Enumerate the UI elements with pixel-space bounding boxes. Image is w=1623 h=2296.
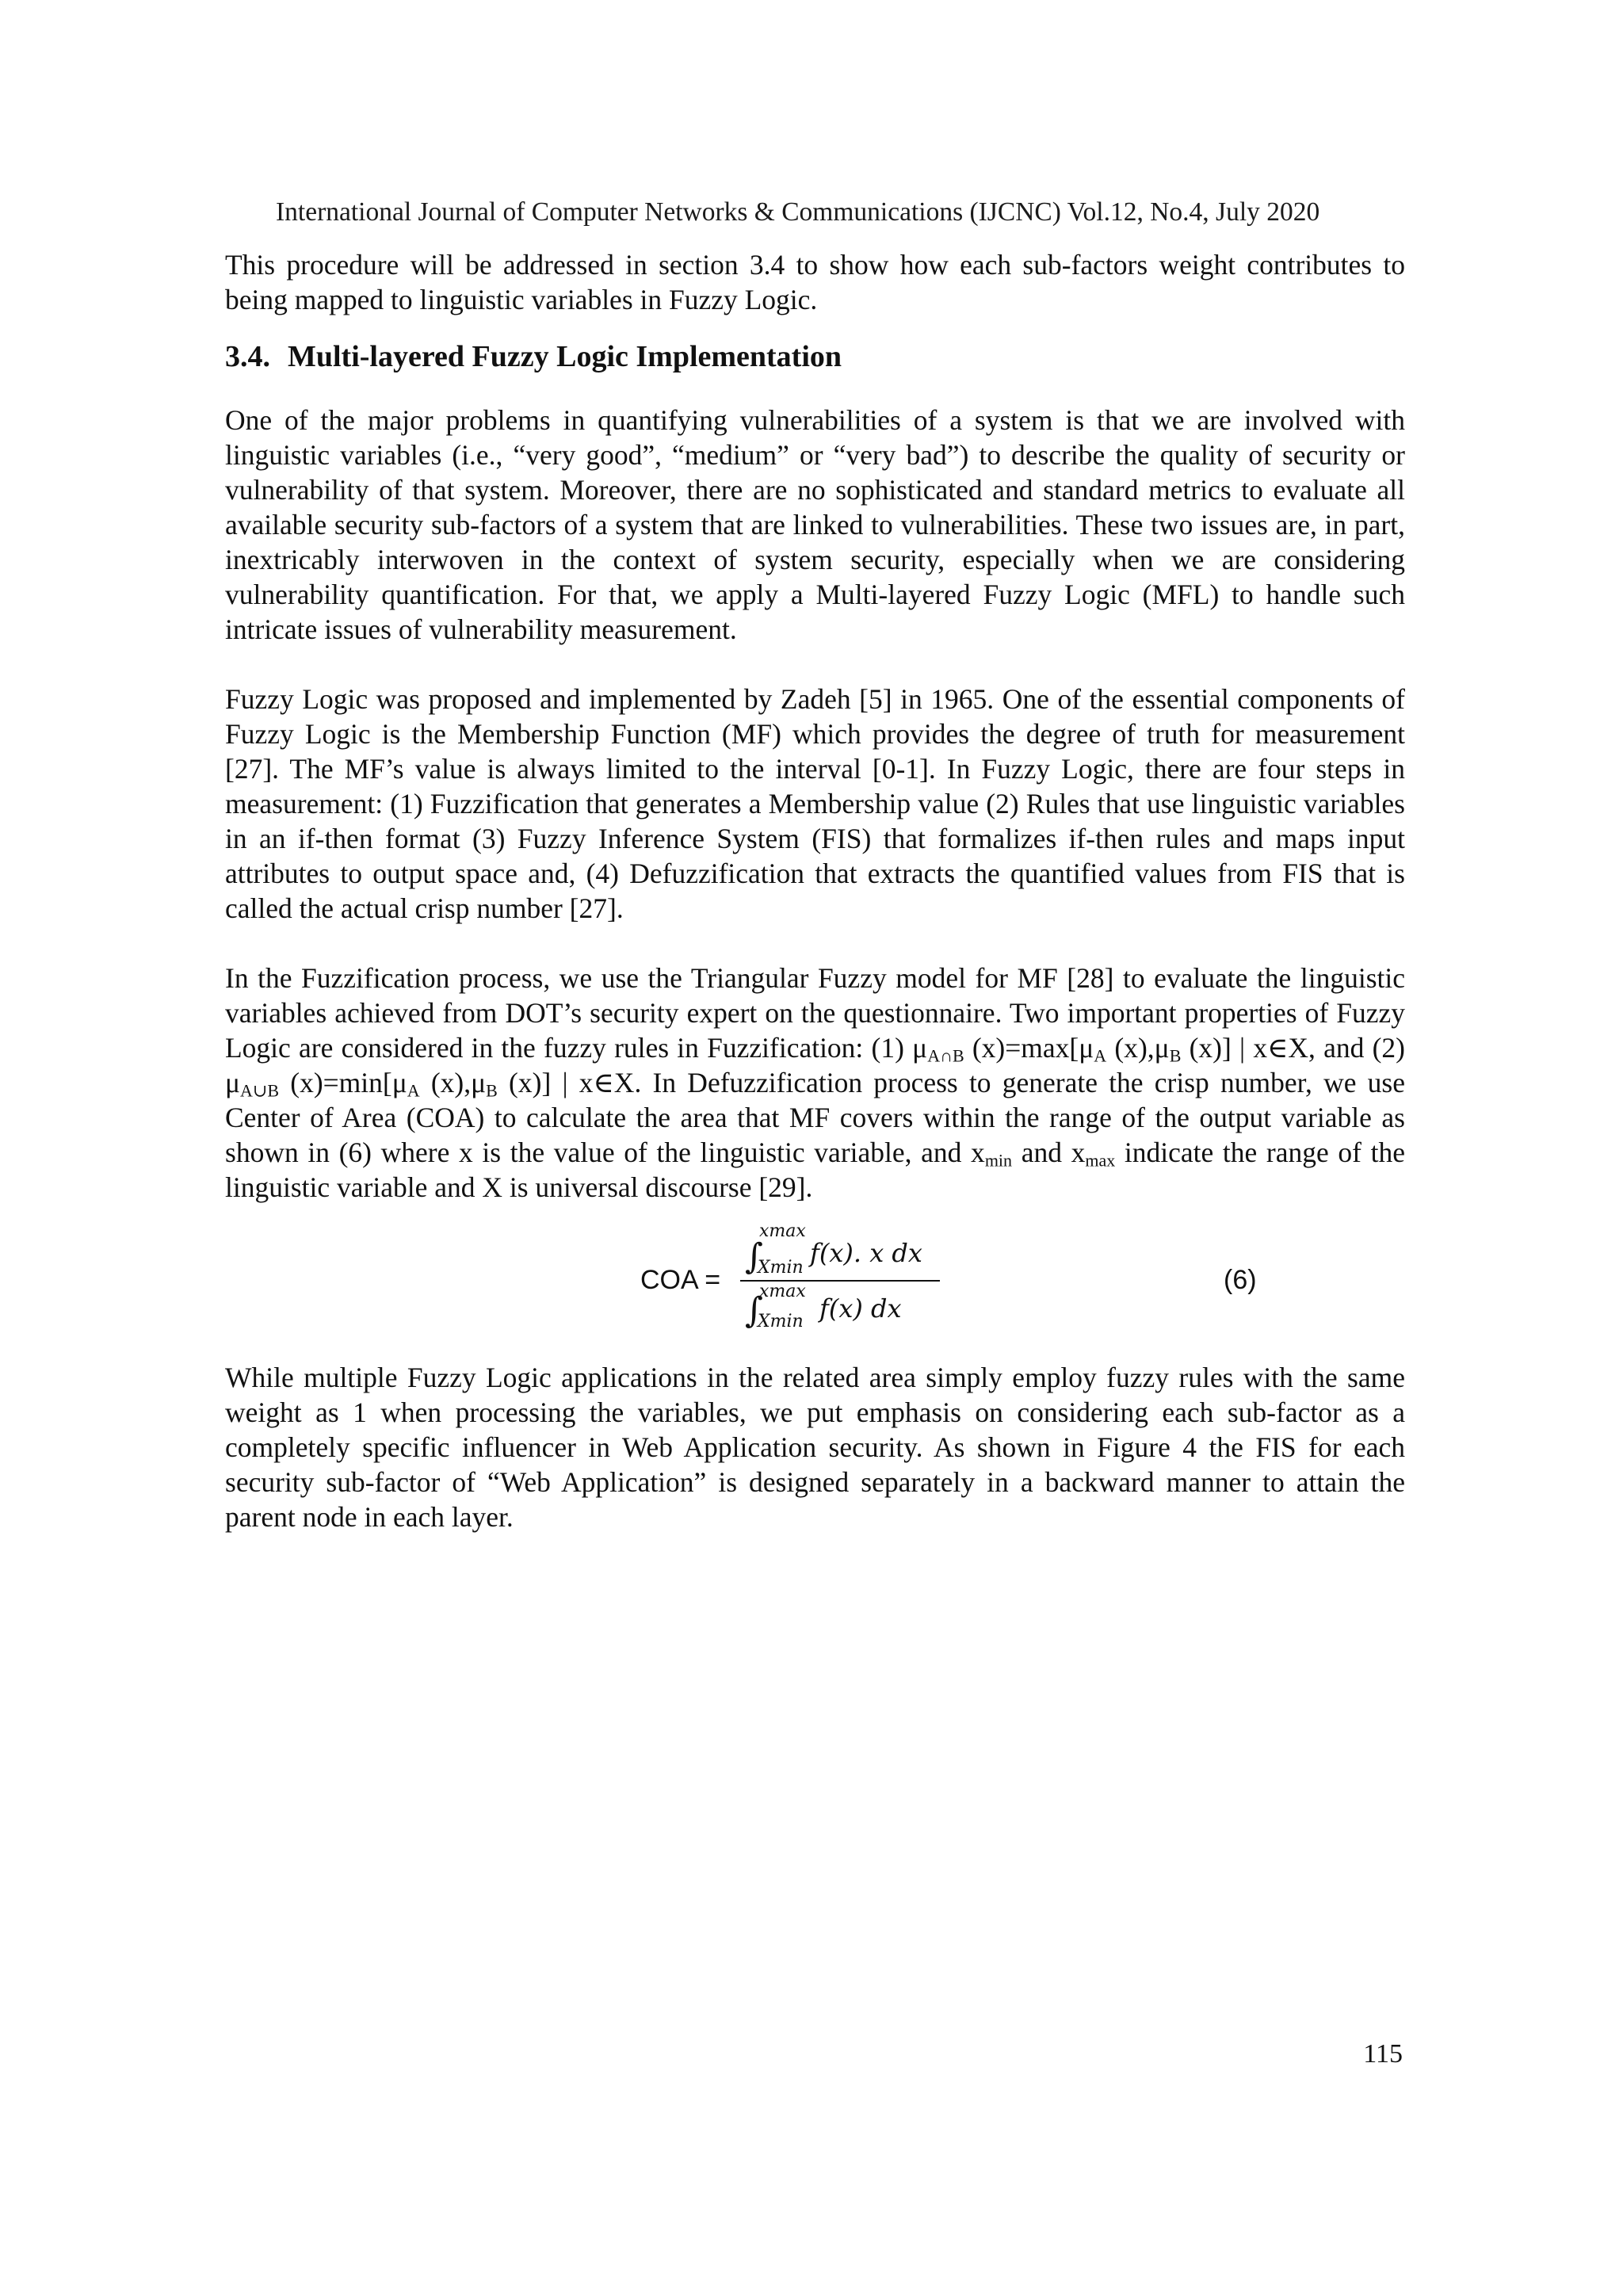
main-content [225, 247, 1405, 1534]
integral-sign-denominator: ∫ [745, 1290, 763, 1331]
denominator-lower-limit: Xmin [758, 1312, 804, 1331]
section-heading [225, 338, 1405, 376]
paragraph-2: Fuzzy Logic was proposed and implemented by Zadeh [5] in 1965. One of the essential components of Fuzzy Logic is the Membership Function (MF) which provides the degree of truth for measurement [27]. The MF’s value is always limited to the interval [0-1]. In Fuzzy Logic, there are four steps in measurement: (1) Fuzzification that generates a Membership value (2) Rules that use linguistic variables in an if-then format (3) Fuzzy Inference System (FIS) that formalizes if-then rules and maps input attributes to output space and, (4) Defuzzification that extracts the quantified values from FIS that is called the actual crisp number [27]. [225, 683, 1405, 924]
denominator-upper-limit: xmax [759, 1282, 806, 1301]
coa-equation-svg [637, 1216, 1382, 1335]
numerator-integrand: f(x). x dx [810, 1238, 922, 1268]
paragraph-4: While multiple Fuzzy Logic applications in the related area simply employ fuzzy rules with the same weight as 1 when processing the variables, we put emphasis on considering each sub-factor as a completely specific influencer in Web Application security. As shown in Figure 4 the FIS for each security sub-factor of “Web Application” is designed separately in a backward manner to attain the parent node in each layer. [225, 1362, 1405, 1533]
running-header: International Journal of Computer Networks & Communications (IJCNC) Vol.12, No.4, July 2020 [276, 197, 1320, 227]
section-number: 3.4. [225, 340, 270, 373]
section-title: Multi-layered Fuzzy Logic Implementation [288, 340, 842, 373]
paragraph-3: In the Fuzzification process, we use the Triangular Fuzzy model for MF [28] to evaluate the linguistic variables achieved from DOT’s security expert on the questionnaire. Two important properties of Fuzzy Logic are considered in the fuzzy rules in Fuzzification: (1) $\mu_{A\cap B}$ $(x)=\max[\mu_A$ $(x),\mu_B$ (x)] | x∈X, and (2) $\mu_{A\cup B}$ $(x)=\min[\mu_A$ $(x),\mu_B$ (x)] | x∈X. In Defuzzification process to generate the crisp number, we use Center of Area (COA) to calculate the area that MF covers within the range of the output variable as shown in (6) where x is the value of the linguistic variable, and $x_{min}$ and $x_{max}$ indicate the range of the linguistic variable and X is universal discourse [29]. [225, 962, 1406, 1203]
paragraph-1: One of the major problems in quantifying vulnerabilities of a system is that we are involved with linguistic variables (i.e., “very good”, “medium” or “very bad”) to describe the quality of security or vulnerability of that system. Moreover, there are no sophisticated and standard metrics to evaluate all available security sub-factors of a system that are linked to vulnerabilities. These two issues are, in part, inextricably interwoven in the context of system security, especially when we are considering vulnerability quantification. For that, we apply a Multi-layered Fuzzy Logic (MFL) to handle such intricate issues of vulnerability measurement. [225, 404, 1405, 645]
denominator-integrand: f(x) dx [819, 1293, 902, 1324]
numerator-upper-limit: xmax [759, 1221, 806, 1241]
numerator-lower-limit: Xmin [758, 1258, 804, 1278]
integral-sign-numerator: ∫ [745, 1236, 763, 1277]
page-number: 115 [1363, 2039, 1403, 2069]
equation-6 [225, 1216, 1405, 1335]
intro-paragraph: This procedure will be addressed in section 3.4 to show how each sub-factors weight contributes to being mapped to linguistic variables in Fuzzy Logic. [225, 249, 1405, 315]
equation-lhs: COA = [640, 1265, 721, 1295]
equation-label: (6) [1224, 1265, 1257, 1295]
